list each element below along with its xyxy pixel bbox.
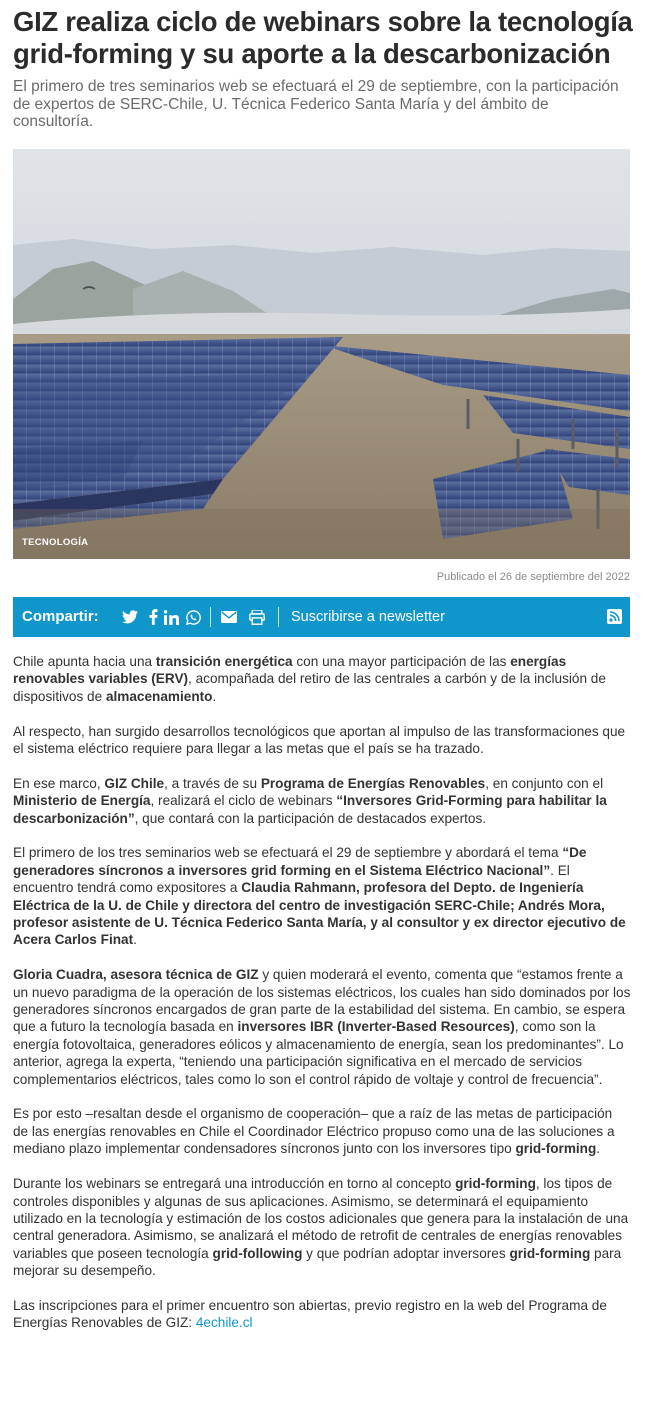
- text-run: . El encuentro tendrá como expositores a: [13, 862, 570, 896]
- share-bar: [13, 597, 630, 637]
- text-run: , realizará el ciclo de webinars: [150, 793, 337, 809]
- text-run: , los tipos de controles disponibles y algunas de sus aplicaciones. Asimismo, se determinará el equipamiento utilizado en la tecnología y estimación de los costos adicionales que genera para la instalación de una central generadora. Asimismo, se analizará el método de retrofit de centrales de energías renovables variables que poseen tecnología: [13, 1176, 629, 1261]
- text-run: , que contará con la participación de destacados expertos.: [134, 810, 487, 826]
- text-run: .: [596, 1141, 601, 1157]
- bold-text: “Inversores Grid-Forming para habilitar la descarbonización”: [13, 793, 607, 826]
- facebook-icon[interactable]: [144, 607, 162, 627]
- bold-text: grid-following: [212, 1245, 303, 1261]
- text-run: El primero de los tres seminarios web se efectuará el 29 de septiembre y abordará el tema: [13, 845, 563, 861]
- publish-date: Publicado el 26 de septiembre del 2022: [436, 571, 630, 583]
- bold-text: grid-forming: [455, 1176, 536, 1192]
- website-link[interactable]: 4echile.cl: [195, 1315, 253, 1331]
- paragraph: [13, 844, 631, 948]
- category-tag[interactable]: TECNOLOGÍA: [22, 537, 89, 548]
- text-run: .: [133, 932, 137, 948]
- text-run: Al respecto, han surgido desarrollos tecnológicos que aportan al impulso de las transformaciones que el sistema eléctrico requiere para llegar a las metas que el país se ha trazado.: [13, 723, 626, 757]
- text-run: con una mayor participación de las: [292, 654, 511, 669]
- text-run: para mejorar su desempeño.: [13, 1245, 622, 1279]
- text-run: , acompañada del retiro de las centrales a carbón y de la inclusión de dispositivos de: [13, 671, 606, 704]
- text-run: Chile apunta hacia una: [13, 654, 156, 669]
- rss-icon[interactable]: [607, 609, 622, 624]
- text-run: Es por esto –resaltan desde el organismo de cooperación– que a raíz de las metas de participación de las energías renovables en Chile el Coordinador Eléctrico propuso como una de las soluciones a mediano plazo implementar condensadores síncronos junto con los inversores tipo: [13, 1106, 615, 1157]
- text-run: , en conjunto con el: [485, 775, 604, 791]
- paragraph: [13, 1105, 631, 1157]
- hero-image: [13, 149, 630, 559]
- paragraph: [13, 1175, 631, 1279]
- bold-text: Programa de Energías Renovables: [260, 775, 486, 791]
- paragraph: [13, 1297, 631, 1332]
- article-headline: GIZ realiza ciclo de webinars sobre la tecnología grid-forming y su aporte a la descarbonización: [13, 6, 633, 69]
- paragraph: [13, 775, 631, 827]
- bold-text: grid-forming: [509, 1245, 591, 1261]
- paragraph: [13, 723, 631, 758]
- share-label: Compartir:: [22, 608, 99, 625]
- bold-text: Ministerio de Energía: [13, 793, 151, 809]
- bold-text: energías renovables variables (ERV): [13, 654, 567, 687]
- mail-icon[interactable]: [220, 607, 238, 627]
- text-run: .: [212, 688, 217, 704]
- paragraph: [13, 966, 631, 1088]
- bold-text: almacenamiento: [105, 688, 213, 704]
- text-run: , como son la energía fotovoltaica, generadores eólicos y almacenamiento de energía, sean los predominantes”. Lo anterior, agrega la experta, “teniendo una participación significativa en el mercado de servicios complementarios eléctricos, tales como lo son el control rápido de voltaje y control de frecuencia”.: [13, 1019, 624, 1087]
- twitter-icon[interactable]: [121, 607, 139, 627]
- share-separator: [278, 607, 279, 627]
- bold-text: Claudia Rahmann, profesora del Depto. de Ingeniería Eléctrica de la U. de Chile y directora del centro de investigación SERC-Chile; Andrés Mora, profesor asistente de U. Técnica Federico Santa María, y al consultor y ex director ejecutivo de Acera Carlos Finat: [13, 880, 626, 948]
- share-separator: [210, 607, 211, 627]
- article-body: [13, 653, 631, 1349]
- paragraph: [13, 653, 631, 705]
- text-run: Durante los webinars se entregará una introducción en torno al concepto: [13, 1176, 456, 1192]
- bold-text: GIZ Chile: [104, 775, 165, 791]
- whatsapp-icon[interactable]: [184, 607, 202, 627]
- bold-text: transición energética: [155, 654, 293, 669]
- text-run: , a través de su: [164, 775, 261, 791]
- bold-text: “De generadores síncronos a inversores grid forming en el Sistema Eléctrico Nacional”: [13, 845, 587, 878]
- newsletter-link[interactable]: Suscribirse a newsletter: [291, 609, 445, 625]
- bold-text: inversores IBR (Inverter-Based Resources): [237, 1019, 515, 1035]
- article-subtitle: El primero de tres seminarios web se efectuará el 29 de septiembre, con la participación de expertos de SERC-Chile, U. Técnica Federico Santa María y del ámbito de consultoría.: [13, 78, 619, 130]
- bold-text: Gloria Cuadra, asesora técnica de GIZ: [13, 967, 259, 983]
- text-run: y quien moderará el evento, comenta que “estamos frente a un nuevo paradigma de la operación de los sistemas eléctricos, los cuales han sido dominados por los generadores síncronos encargados de gran parte de la estabilidad del sistema. En cambio, se espera que a futuro la tecnología basada en: [13, 967, 631, 1035]
- linkedin-icon[interactable]: [162, 607, 180, 627]
- bold-text: grid-forming: [515, 1141, 597, 1157]
- solar-panels-photo: [13, 149, 630, 559]
- text-run: En ese marco,: [13, 775, 105, 791]
- text-run: y que podrían adoptar inversores: [302, 1245, 510, 1261]
- text-run: Las inscripciones para el primer encuentro son abiertas, previo registro en la web del Programa de Energías Renovables de GIZ:: [13, 1297, 607, 1331]
- print-icon[interactable]: [248, 607, 266, 627]
